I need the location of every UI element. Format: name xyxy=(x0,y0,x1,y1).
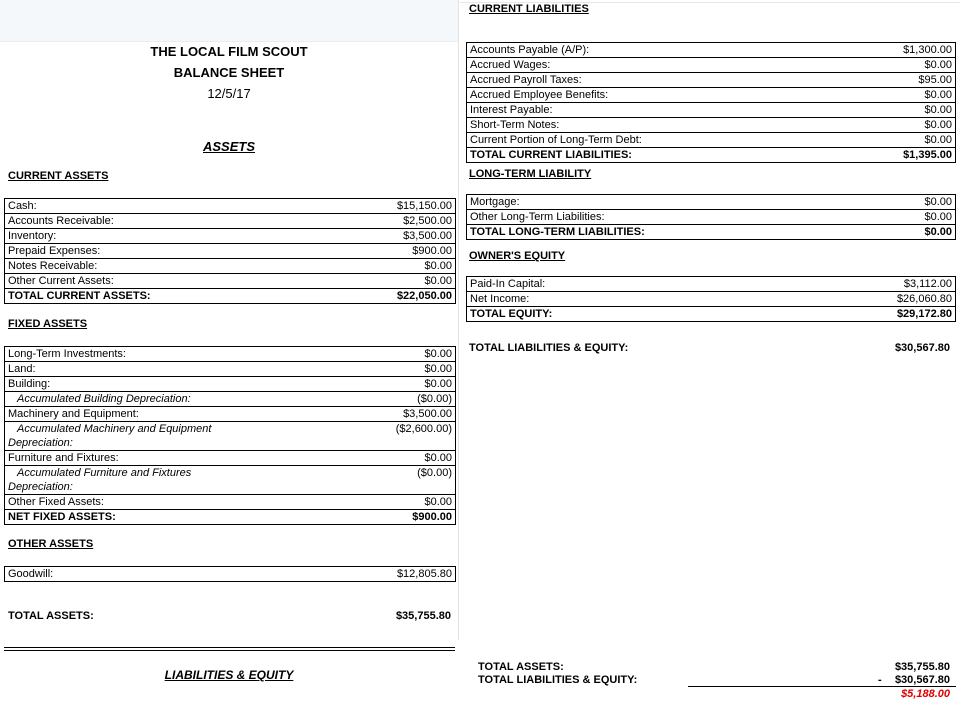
row-label: Mortgage: xyxy=(467,195,827,210)
row-value: $0.00 xyxy=(827,58,956,73)
total-row xyxy=(467,307,956,322)
liabilities-equity-heading: LIABILITIES & EQUITY xyxy=(164,668,294,682)
row-label: Machinery and Equipment: xyxy=(5,407,345,422)
other-assets-heading: OTHER ASSETS xyxy=(8,538,94,550)
row-label: Accounts Receivable: xyxy=(5,214,345,229)
total-label: NET FIXED ASSETS: xyxy=(5,510,345,525)
row-value: $0.00 xyxy=(827,118,956,133)
owners-equity-heading: OWNER'S EQUITY xyxy=(469,250,566,262)
table-row xyxy=(5,567,456,582)
row-value: $0.00 xyxy=(827,88,956,103)
row-label-line1: Accumulated Machinery and Equipment xyxy=(17,423,212,435)
table-row xyxy=(467,58,956,73)
row-value: $26,060.80 xyxy=(827,292,956,307)
long-term-liability-heading: LONG-TERM LIABILITY xyxy=(469,168,592,180)
row-value: $0.00 xyxy=(345,362,456,377)
row-label: Cash: xyxy=(5,199,345,214)
fixed-assets-heading: FIXED ASSETS xyxy=(8,318,88,330)
total-assets-label: TOTAL ASSETS: xyxy=(8,610,94,622)
table-row xyxy=(5,229,456,244)
long-term-liability-table xyxy=(466,194,956,240)
table-row xyxy=(467,73,956,88)
row-label: Prepaid Expenses: xyxy=(5,244,345,259)
total-assets-value: $35,755.80 xyxy=(395,610,451,622)
total-row xyxy=(467,225,956,240)
table-row xyxy=(467,118,956,133)
table-row xyxy=(5,407,456,422)
table-row xyxy=(467,195,956,210)
total-label: TOTAL EQUITY: xyxy=(467,307,827,322)
row-value: $3,500.00 xyxy=(345,229,456,244)
other-assets-table xyxy=(4,566,456,582)
sheet-title: BALANCE SHEET xyxy=(173,65,285,80)
double-underline xyxy=(4,647,455,651)
row-value: $95.00 xyxy=(827,73,956,88)
table-row xyxy=(5,347,456,362)
row-label: Goodwill: xyxy=(5,567,345,582)
table-row xyxy=(5,495,456,510)
row-label: Other Long-Term Liabilities: xyxy=(467,210,827,225)
row-label: Net Income: xyxy=(467,292,827,307)
row-label: Furniture and Fixtures: xyxy=(5,451,345,466)
assets-heading: ASSETS xyxy=(202,139,255,154)
row-value: ($0.00) xyxy=(345,392,456,407)
total-value: $1,395.00 xyxy=(827,148,956,163)
current-liabilities-table xyxy=(466,42,956,163)
row-value: ($0.00) xyxy=(345,466,456,495)
total-liabilities-equity-label: TOTAL LIABILITIES & EQUITY: xyxy=(469,342,629,354)
check-assets-label: TOTAL ASSETS: xyxy=(478,661,564,673)
table-row xyxy=(5,422,456,451)
row-label xyxy=(5,422,345,451)
table-row xyxy=(5,274,456,289)
table-row xyxy=(5,362,456,377)
table-row xyxy=(467,277,956,292)
row-label: Accounts Payable (A/P): xyxy=(467,43,827,58)
current-assets-table xyxy=(4,198,456,304)
table-row xyxy=(467,43,956,58)
current-assets-heading: CURRENT ASSETS xyxy=(8,170,109,182)
row-value: $12,805.80 xyxy=(345,567,456,582)
subtraction-underline xyxy=(688,686,956,687)
total-label: TOTAL CURRENT ASSETS: xyxy=(5,289,345,304)
row-label: Current Portion of Long-Term Debt: xyxy=(467,133,827,148)
row-label-line2: Depreciation: xyxy=(8,437,73,449)
check-le-label: TOTAL LIABILITIES & EQUITY: xyxy=(478,674,638,686)
row-label: Accrued Payroll Taxes: xyxy=(467,73,827,88)
total-value: $29,172.80 xyxy=(827,307,956,322)
total-row xyxy=(5,289,456,304)
table-row xyxy=(467,133,956,148)
row-label: Short-Term Notes: xyxy=(467,118,827,133)
check-minus-sign: - xyxy=(878,674,882,686)
check-le-value: $30,567.80 xyxy=(894,674,950,686)
row-value: $0.00 xyxy=(345,451,456,466)
total-value: $0.00 xyxy=(827,225,956,240)
total-label: TOTAL LONG-TERM LIABILITIES: xyxy=(467,225,827,240)
total-label: TOTAL CURRENT LIABILITIES: xyxy=(467,148,827,163)
row-value: $0.00 xyxy=(345,274,456,289)
sheet-date: 12/5/17 xyxy=(207,86,251,101)
row-value: $2,500.00 xyxy=(345,214,456,229)
row-value: ($2,600.00) xyxy=(345,422,456,451)
row-label: Interest Payable: xyxy=(467,103,827,118)
row-label: Other Fixed Assets: xyxy=(5,495,345,510)
row-label: Other Current Assets: xyxy=(5,274,345,289)
table-row xyxy=(5,466,456,495)
row-label: Land: xyxy=(5,362,345,377)
table-row xyxy=(467,210,956,225)
table-row xyxy=(5,244,456,259)
row-value: $900.00 xyxy=(345,244,456,259)
row-value: $0.00 xyxy=(345,495,456,510)
row-label: Inventory: xyxy=(5,229,345,244)
row-value: $0.00 xyxy=(827,210,956,225)
row-value: $3,500.00 xyxy=(345,407,456,422)
table-row xyxy=(5,377,456,392)
table-row xyxy=(467,88,956,103)
total-value: $22,050.00 xyxy=(345,289,456,304)
total-row xyxy=(5,510,456,525)
row-label-line1: Accumulated Furniture and Fixtures xyxy=(17,467,192,479)
table-row xyxy=(5,214,456,229)
check-assets-value: $35,755.80 xyxy=(894,661,950,673)
column-divider xyxy=(458,0,459,640)
row-value: $0.00 xyxy=(345,377,456,392)
total-liabilities-equity-value: $30,567.80 xyxy=(894,342,950,354)
row-value: $3,112.00 xyxy=(827,277,956,292)
table-row xyxy=(5,199,456,214)
total-row xyxy=(467,148,956,163)
current-liabilities-heading: CURRENT LIABILITIES xyxy=(469,3,589,15)
row-label xyxy=(5,466,345,495)
row-value: $0.00 xyxy=(345,259,456,274)
table-row xyxy=(5,259,456,274)
row-label: Accumulated Building Depreciation: xyxy=(5,392,345,407)
owners-equity-table xyxy=(466,276,956,322)
header-band xyxy=(0,0,458,42)
table-row xyxy=(467,103,956,118)
table-row xyxy=(5,451,456,466)
row-value: $0.00 xyxy=(827,133,956,148)
company-name: THE LOCAL FILM SCOUT xyxy=(150,44,308,59)
row-value: $0.00 xyxy=(827,103,956,118)
total-value: $900.00 xyxy=(345,510,456,525)
row-label-line2: Depreciation: xyxy=(8,481,73,493)
row-label: Paid-In Capital: xyxy=(467,277,827,292)
row-label: Accrued Wages: xyxy=(467,58,827,73)
check-difference-value: $5,188.00 xyxy=(901,688,950,700)
row-label: Long-Term Investments: xyxy=(5,347,345,362)
row-label: Notes Receivable: xyxy=(5,259,345,274)
row-value: $15,150.00 xyxy=(345,199,456,214)
fixed-assets-table xyxy=(4,346,456,525)
row-label: Accrued Employee Benefits: xyxy=(467,88,827,103)
table-row xyxy=(5,392,456,407)
table-row xyxy=(467,292,956,307)
row-value: $0.00 xyxy=(345,347,456,362)
row-value: $1,300.00 xyxy=(827,43,956,58)
row-value: $0.00 xyxy=(827,195,956,210)
row-label: Building: xyxy=(5,377,345,392)
